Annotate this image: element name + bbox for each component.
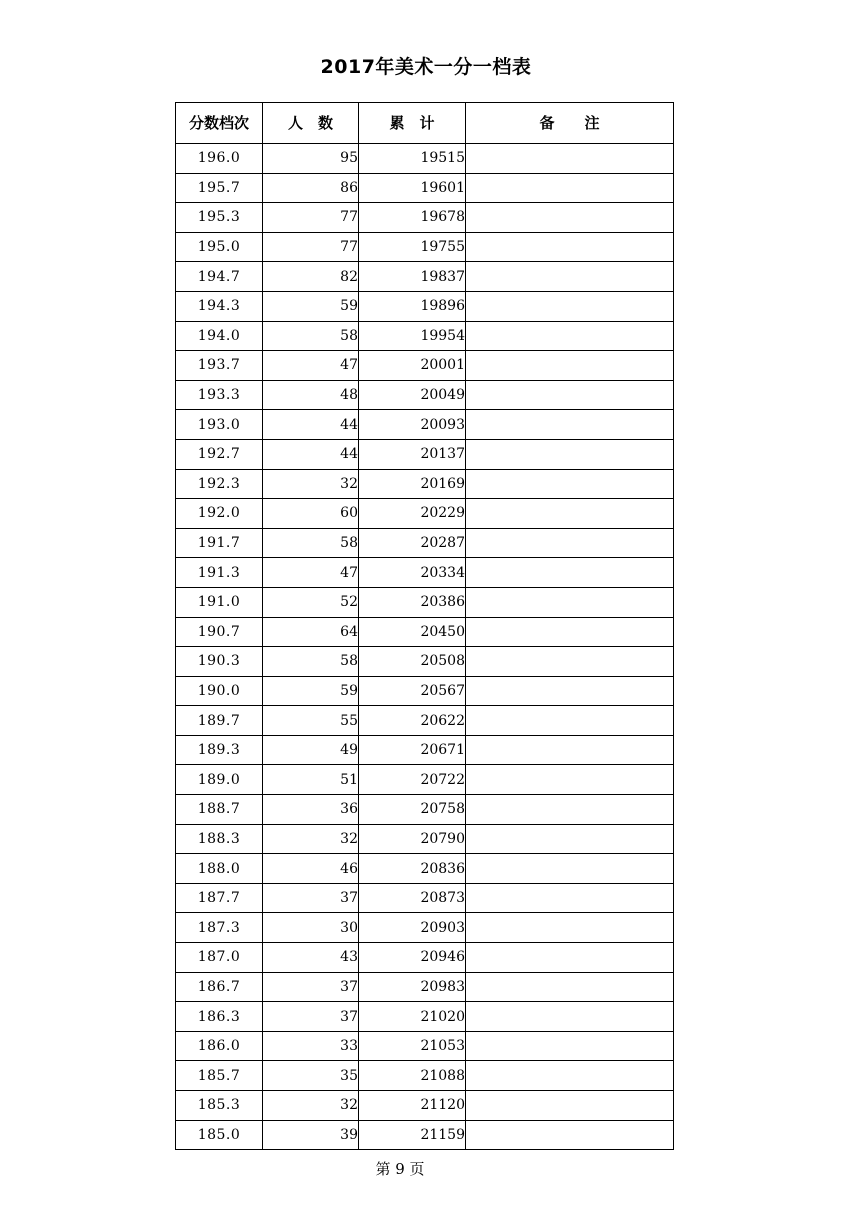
score-cell: 193.0 xyxy=(176,410,263,440)
cumulative-cell: 20671 xyxy=(359,735,466,765)
score-cell: 186.7 xyxy=(176,972,263,1002)
count-cell: 32 xyxy=(263,1091,359,1121)
table-row xyxy=(176,647,674,677)
table-row xyxy=(176,203,674,233)
count-cell: 77 xyxy=(263,203,359,233)
count-cell: 43 xyxy=(263,943,359,973)
count-cell: 44 xyxy=(263,410,359,440)
score-cell: 193.7 xyxy=(176,351,263,381)
count-cell: 64 xyxy=(263,617,359,647)
table-row xyxy=(176,1002,674,1032)
score-cell: 190.7 xyxy=(176,617,263,647)
cumulative-cell: 19601 xyxy=(359,173,466,203)
count-cell: 49 xyxy=(263,735,359,765)
count-cell: 47 xyxy=(263,351,359,381)
score-cell: 196.0 xyxy=(176,144,263,174)
header-cumulative: 累 计 xyxy=(359,103,466,144)
count-cell: 37 xyxy=(263,972,359,1002)
cumulative-cell: 20450 xyxy=(359,617,466,647)
header-count: 人 数 xyxy=(263,103,359,144)
score-cell: 192.7 xyxy=(176,439,263,469)
table-row xyxy=(176,972,674,1002)
note-cell xyxy=(466,410,674,440)
cumulative-cell: 20873 xyxy=(359,883,466,913)
count-cell: 59 xyxy=(263,291,359,321)
table-row xyxy=(176,439,674,469)
note-cell xyxy=(466,617,674,647)
cumulative-cell: 21120 xyxy=(359,1091,466,1121)
cumulative-cell: 21053 xyxy=(359,1031,466,1061)
score-cell: 191.7 xyxy=(176,528,263,558)
table-row xyxy=(176,1061,674,1091)
table-row xyxy=(176,854,674,884)
table-row xyxy=(176,262,674,292)
cumulative-cell: 19837 xyxy=(359,262,466,292)
table-row xyxy=(176,735,674,765)
note-cell xyxy=(466,913,674,943)
table-row xyxy=(176,1031,674,1061)
score-cell: 193.3 xyxy=(176,380,263,410)
note-cell xyxy=(466,824,674,854)
score-cell: 194.0 xyxy=(176,321,263,351)
table-row xyxy=(176,528,674,558)
score-cell: 188.0 xyxy=(176,854,263,884)
count-cell: 32 xyxy=(263,824,359,854)
table-row xyxy=(176,883,674,913)
table-row xyxy=(176,765,674,795)
score-cell: 186.0 xyxy=(176,1031,263,1061)
cumulative-cell: 19678 xyxy=(359,203,466,233)
note-cell xyxy=(466,765,674,795)
note-cell xyxy=(466,439,674,469)
header-row xyxy=(176,103,674,144)
score-cell: 194.3 xyxy=(176,291,263,321)
cumulative-cell: 20334 xyxy=(359,558,466,588)
count-cell: 58 xyxy=(263,321,359,351)
count-cell: 52 xyxy=(263,587,359,617)
cumulative-cell: 20001 xyxy=(359,351,466,381)
cumulative-cell: 20508 xyxy=(359,647,466,677)
score-cell: 188.7 xyxy=(176,795,263,825)
count-cell: 47 xyxy=(263,558,359,588)
table-row xyxy=(176,321,674,351)
cumulative-cell: 20386 xyxy=(359,587,466,617)
score-cell: 189.0 xyxy=(176,765,263,795)
note-cell xyxy=(466,203,674,233)
table-row xyxy=(176,173,674,203)
score-cell: 188.3 xyxy=(176,824,263,854)
score-cell: 187.3 xyxy=(176,913,263,943)
cumulative-cell: 20093 xyxy=(359,410,466,440)
table-row xyxy=(176,1091,674,1121)
note-cell xyxy=(466,647,674,677)
note-cell xyxy=(466,676,674,706)
cumulative-cell: 19515 xyxy=(359,144,466,174)
score-cell: 186.3 xyxy=(176,1002,263,1032)
table-row xyxy=(176,410,674,440)
note-cell xyxy=(466,854,674,884)
header-score: 分数档次 xyxy=(176,103,263,144)
count-cell: 48 xyxy=(263,380,359,410)
score-cell: 185.7 xyxy=(176,1061,263,1091)
count-cell: 59 xyxy=(263,676,359,706)
count-cell: 95 xyxy=(263,144,359,174)
score-cell: 191.3 xyxy=(176,558,263,588)
note-cell xyxy=(466,232,674,262)
note-cell xyxy=(466,291,674,321)
note-cell xyxy=(466,144,674,174)
cumulative-cell: 19954 xyxy=(359,321,466,351)
table-row xyxy=(176,824,674,854)
cumulative-cell: 20229 xyxy=(359,499,466,529)
cumulative-cell: 20137 xyxy=(359,439,466,469)
note-cell xyxy=(466,321,674,351)
count-cell: 58 xyxy=(263,528,359,558)
table-header xyxy=(176,103,674,144)
cumulative-cell: 20983 xyxy=(359,972,466,1002)
cumulative-cell: 21020 xyxy=(359,1002,466,1032)
cumulative-cell: 19755 xyxy=(359,232,466,262)
score-cell: 187.0 xyxy=(176,943,263,973)
count-cell: 44 xyxy=(263,439,359,469)
table-row xyxy=(176,469,674,499)
table-row xyxy=(176,706,674,736)
note-cell xyxy=(466,972,674,1002)
cumulative-cell: 20790 xyxy=(359,824,466,854)
count-cell: 82 xyxy=(263,262,359,292)
table-row xyxy=(176,291,674,321)
note-cell xyxy=(466,795,674,825)
note-cell xyxy=(466,173,674,203)
table-row xyxy=(176,144,674,174)
score-cell: 194.7 xyxy=(176,262,263,292)
table-row xyxy=(176,913,674,943)
note-cell xyxy=(466,587,674,617)
cumulative-cell: 19896 xyxy=(359,291,466,321)
score-cell: 192.0 xyxy=(176,499,263,529)
score-cell: 192.3 xyxy=(176,469,263,499)
note-cell xyxy=(466,943,674,973)
cumulative-cell: 20622 xyxy=(359,706,466,736)
count-cell: 37 xyxy=(263,883,359,913)
note-cell xyxy=(466,1091,674,1121)
note-cell xyxy=(466,380,674,410)
page-title: 2017年美术一分一档表 xyxy=(320,56,532,78)
note-cell xyxy=(466,1120,674,1150)
score-table xyxy=(175,102,674,1150)
note-cell xyxy=(466,469,674,499)
score-cell: 195.7 xyxy=(176,173,263,203)
note-cell xyxy=(466,558,674,588)
cumulative-cell: 20722 xyxy=(359,765,466,795)
note-cell xyxy=(466,883,674,913)
score-cell: 189.7 xyxy=(176,706,263,736)
table-row xyxy=(176,676,674,706)
score-cell: 195.3 xyxy=(176,203,263,233)
count-cell: 51 xyxy=(263,765,359,795)
score-cell: 195.0 xyxy=(176,232,263,262)
note-cell xyxy=(466,1061,674,1091)
table-body xyxy=(176,144,674,1150)
score-cell: 190.3 xyxy=(176,647,263,677)
score-cell: 185.3 xyxy=(176,1091,263,1121)
cumulative-cell: 20758 xyxy=(359,795,466,825)
note-cell xyxy=(466,499,674,529)
count-cell: 30 xyxy=(263,913,359,943)
page-number: 第 9 页 xyxy=(375,1160,425,1178)
cumulative-cell: 20049 xyxy=(359,380,466,410)
note-cell xyxy=(466,706,674,736)
header-note: 备 注 xyxy=(466,103,674,144)
count-cell: 60 xyxy=(263,499,359,529)
count-cell: 32 xyxy=(263,469,359,499)
cumulative-cell: 20567 xyxy=(359,676,466,706)
count-cell: 39 xyxy=(263,1120,359,1150)
score-cell: 191.0 xyxy=(176,587,263,617)
table-row xyxy=(176,795,674,825)
note-cell xyxy=(466,1002,674,1032)
cumulative-cell: 20903 xyxy=(359,913,466,943)
count-cell: 46 xyxy=(263,854,359,884)
count-cell: 35 xyxy=(263,1061,359,1091)
count-cell: 33 xyxy=(263,1031,359,1061)
cumulative-cell: 20169 xyxy=(359,469,466,499)
cumulative-cell: 20946 xyxy=(359,943,466,973)
cumulative-cell: 21088 xyxy=(359,1061,466,1091)
table-row xyxy=(176,232,674,262)
cumulative-cell: 20287 xyxy=(359,528,466,558)
cumulative-cell: 20836 xyxy=(359,854,466,884)
table-row xyxy=(176,617,674,647)
score-cell: 187.7 xyxy=(176,883,263,913)
table-row xyxy=(176,1120,674,1150)
score-cell: 190.0 xyxy=(176,676,263,706)
table-row xyxy=(176,558,674,588)
count-cell: 86 xyxy=(263,173,359,203)
note-cell xyxy=(466,528,674,558)
table-row xyxy=(176,499,674,529)
score-cell: 189.3 xyxy=(176,735,263,765)
score-cell: 185.0 xyxy=(176,1120,263,1150)
table-row xyxy=(176,943,674,973)
table-row xyxy=(176,351,674,381)
table-row xyxy=(176,380,674,410)
count-cell: 55 xyxy=(263,706,359,736)
count-cell: 37 xyxy=(263,1002,359,1032)
table-row xyxy=(176,587,674,617)
note-cell xyxy=(466,351,674,381)
note-cell xyxy=(466,262,674,292)
count-cell: 36 xyxy=(263,795,359,825)
note-cell xyxy=(466,1031,674,1061)
cumulative-cell: 21159 xyxy=(359,1120,466,1150)
note-cell xyxy=(466,735,674,765)
count-cell: 77 xyxy=(263,232,359,262)
count-cell: 58 xyxy=(263,647,359,677)
